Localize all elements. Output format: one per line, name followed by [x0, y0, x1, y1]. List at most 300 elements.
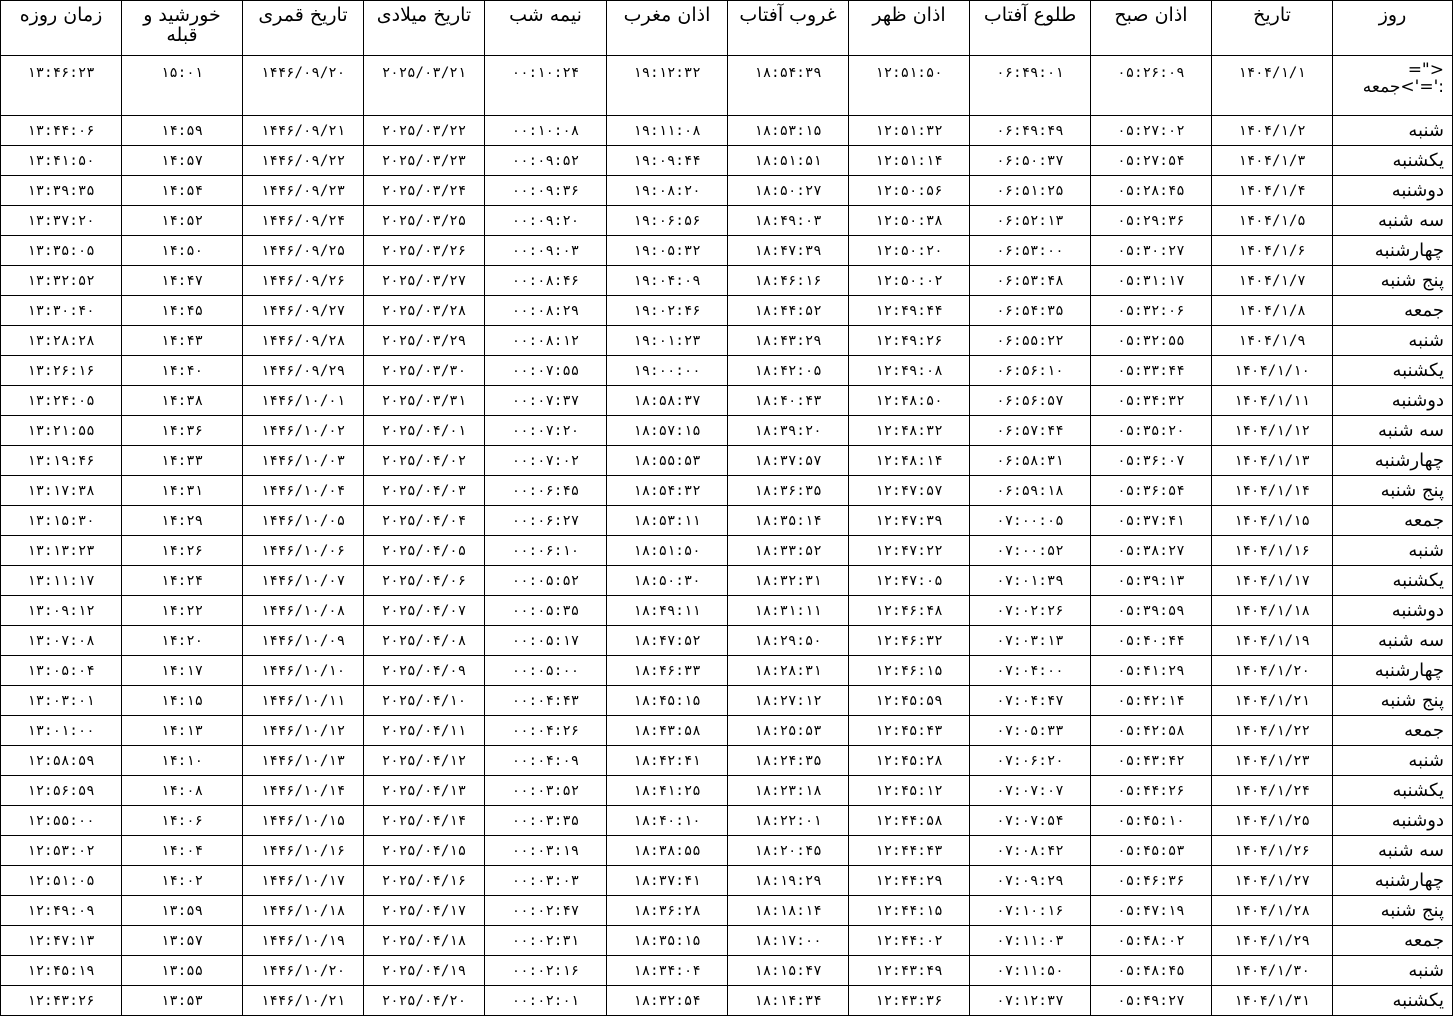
cell-sun-qibla: ۱۳:۵۵	[122, 956, 243, 986]
cell-sunset: ۱۸:۱۷:۰۰	[728, 926, 849, 956]
cell-dhuhr: ۱۲:۴۶:۳۲	[849, 626, 970, 656]
table-row	[1, 896, 1453, 926]
cell-sunset: ۱۸:۴۹:۰۳	[728, 206, 849, 236]
cell-fajr: ۰۵:۳۲:۵۵	[1091, 326, 1212, 356]
table-row	[1, 806, 1453, 836]
table-row	[1, 506, 1453, 536]
cell-lunar-date: ۱۴۴۶/۱۰/۱۶	[243, 836, 364, 866]
cell-maghrib: ۱۸:۵۰:۳۰	[607, 566, 728, 596]
cell-maghrib: ۱۸:۵۳:۱۱	[607, 506, 728, 536]
cell-sun-qibla: ۱۴:۱۵	[122, 686, 243, 716]
cell-day: <"= :'='>جمعه	[1333, 56, 1453, 116]
cell-lunar-date: ۱۴۴۶/۱۰/۱۴	[243, 776, 364, 806]
cell-lunar-date: ۱۴۴۶/۱۰/۰۲	[243, 416, 364, 446]
cell-sun-qibla: ۱۴:۱۰	[122, 746, 243, 776]
cell-midnight: ۰۰:۰۷:۰۲	[485, 446, 607, 476]
cell-sunset: ۱۸:۳۶:۳۵	[728, 476, 849, 506]
cell-fasting-time: ۱۳:۰۵:۰۴	[1, 656, 122, 686]
cell-sunrise: ۰۶:۵۶:۵۷	[970, 386, 1091, 416]
table-row	[1, 116, 1453, 146]
cell-sunset: ۱۸:۱۴:۳۴	[728, 986, 849, 1016]
cell-date: ۱۴۰۴/۱/۲۶	[1212, 836, 1333, 866]
cell-lunar-date: ۱۴۴۶/۱۰/۰۳	[243, 446, 364, 476]
cell-fajr: ۰۵:۴۹:۲۷	[1091, 986, 1212, 1016]
cell-day: پنج شنبه	[1333, 266, 1453, 296]
cell-day: چهارشنبه	[1333, 866, 1453, 896]
cell-sunrise: ۰۷:۰۸:۴۲	[970, 836, 1091, 866]
cell-sunset: ۱۸:۱۹:۲۹	[728, 866, 849, 896]
cell-fasting-time: ۱۳:۳۲:۵۲	[1, 266, 122, 296]
cell-day: شنبه	[1333, 956, 1453, 986]
cell-day: شنبه	[1333, 116, 1453, 146]
cell-date: ۱۴۰۴/۱/۲۹	[1212, 926, 1333, 956]
cell-midnight: ۰۰:۰۹:۰۳	[485, 236, 607, 266]
cell-midnight: ۰۰:۰۹:۳۶	[485, 176, 607, 206]
cell-midnight: ۰۰:۰۷:۲۰	[485, 416, 607, 446]
cell-gregorian-date: ۲۰۲۵/۰۴/۱۷	[364, 896, 485, 926]
cell-date: ۱۴۰۴/۱/۱۱	[1212, 386, 1333, 416]
cell-sun-qibla: ۱۴:۵۰	[122, 236, 243, 266]
cell-fajr: ۰۵:۳۵:۲۰	[1091, 416, 1212, 446]
cell-lunar-date: ۱۴۴۶/۱۰/۰۱	[243, 386, 364, 416]
cell-fasting-time: ۱۳:۳۹:۳۵	[1, 176, 122, 206]
cell-midnight: ۰۰:۰۴:۲۶	[485, 716, 607, 746]
cell-dhuhr: ۱۲:۵۰:۲۰	[849, 236, 970, 266]
cell-sun-qibla: ۱۴:۵۲	[122, 206, 243, 236]
table-row	[1, 596, 1453, 626]
table-row	[1, 446, 1453, 476]
cell-midnight: ۰۰:۰۶:۱۰	[485, 536, 607, 566]
cell-maghrib: ۱۹:۱۲:۳۲	[607, 56, 728, 116]
cell-day: جمعه	[1333, 926, 1453, 956]
cell-dhuhr: ۱۲:۴۵:۴۳	[849, 716, 970, 746]
cell-gregorian-date: ۲۰۲۵/۰۳/۳۱	[364, 386, 485, 416]
cell-maghrib: ۱۸:۳۷:۴۱	[607, 866, 728, 896]
cell-day: چهارشنبه	[1333, 446, 1453, 476]
cell-dhuhr: ۱۲:۴۶:۴۸	[849, 596, 970, 626]
table-row	[1, 206, 1453, 236]
cell-maghrib: ۱۸:۵۵:۵۳	[607, 446, 728, 476]
cell-fasting-time: ۱۳:۰۱:۰۰	[1, 716, 122, 746]
cell-midnight: ۰۰:۰۲:۳۱	[485, 926, 607, 956]
cell-day: دوشنبه	[1333, 176, 1453, 206]
cell-sunrise: ۰۷:۱۲:۳۷	[970, 986, 1091, 1016]
cell-sunset: ۱۸:۲۳:۱۸	[728, 776, 849, 806]
cell-maghrib: ۱۸:۳۴:۰۴	[607, 956, 728, 986]
cell-lunar-date: ۱۴۴۶/۱۰/۱۳	[243, 746, 364, 776]
cell-fasting-time: ۱۳:۱۷:۳۸	[1, 476, 122, 506]
cell-sunset: ۱۸:۴۴:۵۲	[728, 296, 849, 326]
cell-gregorian-date: ۲۰۲۵/۰۳/۲۱	[364, 56, 485, 116]
cell-maghrib: ۱۸:۴۲:۴۱	[607, 746, 728, 776]
cell-maghrib: ۱۸:۵۴:۳۲	[607, 476, 728, 506]
cell-sunset: ۱۸:۵۴:۳۹	[728, 56, 849, 116]
cell-sun-qibla: ۱۴:۵۷	[122, 146, 243, 176]
cell-gregorian-date: ۲۰۲۵/۰۴/۱۰	[364, 686, 485, 716]
cell-fasting-time: ۱۲:۵۸:۵۹	[1, 746, 122, 776]
cell-lunar-date: ۱۴۴۶/۱۰/۲۰	[243, 956, 364, 986]
cell-day: چهارشنبه	[1333, 236, 1453, 266]
cell-day: جمعه	[1333, 506, 1453, 536]
cell-sunrise: ۰۶:۵۹:۱۸	[970, 476, 1091, 506]
cell-gregorian-date: ۲۰۲۵/۰۳/۲۸	[364, 296, 485, 326]
cell-date: ۱۴۰۴/۱/۲۷	[1212, 866, 1333, 896]
cell-gregorian-date: ۲۰۲۵/۰۳/۲۲	[364, 116, 485, 146]
cell-sunrise: ۰۷:۰۴:۴۷	[970, 686, 1091, 716]
cell-fajr: ۰۵:۳۳:۴۴	[1091, 356, 1212, 386]
cell-maghrib: ۱۸:۴۵:۱۵	[607, 686, 728, 716]
cell-sunrise: ۰۷:۰۱:۳۹	[970, 566, 1091, 596]
cell-midnight: ۰۰:۰۷:۳۷	[485, 386, 607, 416]
cell-lunar-date: ۱۴۴۶/۱۰/۱۰	[243, 656, 364, 686]
table-row	[1, 356, 1453, 386]
cell-sunset: ۱۸:۳۵:۱۴	[728, 506, 849, 536]
cell-dhuhr: ۱۲:۴۳:۴۹	[849, 956, 970, 986]
cell-sunset: ۱۸:۲۰:۴۵	[728, 836, 849, 866]
cell-midnight: ۰۰:۱۰:۰۸	[485, 116, 607, 146]
cell-lunar-date: ۱۴۴۶/۰۹/۲۶	[243, 266, 364, 296]
cell-fajr: ۰۵:۴۲:۱۴	[1091, 686, 1212, 716]
table-row	[1, 716, 1453, 746]
cell-gregorian-date: ۲۰۲۵/۰۴/۱۱	[364, 716, 485, 746]
table-row	[1, 176, 1453, 206]
cell-fajr: ۰۵:۴۸:۴۵	[1091, 956, 1212, 986]
header-sunrise: طلوع آفتاب	[970, 1, 1091, 56]
cell-maghrib: ۱۸:۴۳:۵۸	[607, 716, 728, 746]
cell-fasting-time: ۱۳:۳۰:۴۰	[1, 296, 122, 326]
cell-midnight: ۰۰:۰۳:۳۵	[485, 806, 607, 836]
cell-sunrise: ۰۶:۴۹:۴۹	[970, 116, 1091, 146]
cell-gregorian-date: ۲۰۲۵/۰۳/۲۶	[364, 236, 485, 266]
cell-midnight: ۰۰:۰۳:۱۹	[485, 836, 607, 866]
cell-lunar-date: ۱۴۴۶/۱۰/۱۸	[243, 896, 364, 926]
cell-day: یکشنبه	[1333, 356, 1453, 386]
cell-fasting-time: ۱۳:۴۶:۲۳	[1, 56, 122, 116]
cell-midnight: ۰۰:۰۵:۵۲	[485, 566, 607, 596]
cell-fajr: ۰۵:۳۴:۳۲	[1091, 386, 1212, 416]
table-row	[1, 146, 1453, 176]
cell-fasting-time: ۱۳:۲۶:۱۶	[1, 356, 122, 386]
cell-gregorian-date: ۲۰۲۵/۰۳/۲۵	[364, 206, 485, 236]
cell-fajr: ۰۵:۴۲:۵۸	[1091, 716, 1212, 746]
cell-gregorian-date: ۲۰۲۵/۰۴/۰۶	[364, 566, 485, 596]
cell-dhuhr: ۱۲:۴۵:۵۹	[849, 686, 970, 716]
cell-sunset: ۱۸:۱۸:۱۴	[728, 896, 849, 926]
cell-fajr: ۰۵:۴۵:۱۰	[1091, 806, 1212, 836]
cell-sunset: ۱۸:۴۲:۰۵	[728, 356, 849, 386]
cell-maghrib: ۱۸:۴۱:۲۵	[607, 776, 728, 806]
cell-gregorian-date: ۲۰۲۵/۰۴/۱۸	[364, 926, 485, 956]
cell-day: جمعه	[1333, 296, 1453, 326]
cell-date: ۱۴۰۴/۱/۱۹	[1212, 626, 1333, 656]
cell-sunset: ۱۸:۳۹:۲۰	[728, 416, 849, 446]
cell-sun-qibla: ۱۵:۰۱	[122, 56, 243, 116]
header-maghrib: اذان مغرب	[607, 1, 728, 56]
cell-gregorian-date: ۲۰۲۵/۰۳/۳۰	[364, 356, 485, 386]
cell-dhuhr: ۱۲:۴۷:۳۹	[849, 506, 970, 536]
header-row	[1, 1, 1453, 56]
cell-date: ۱۴۰۴/۱/۳۱	[1212, 986, 1333, 1016]
cell-lunar-date: ۱۴۴۶/۱۰/۰۴	[243, 476, 364, 506]
cell-fajr: ۰۵:۲۹:۳۶	[1091, 206, 1212, 236]
header-day: روز	[1333, 1, 1453, 56]
cell-fajr: ۰۵:۴۴:۲۶	[1091, 776, 1212, 806]
cell-gregorian-date: ۲۰۲۵/۰۴/۱۲	[364, 746, 485, 776]
cell-day: دوشنبه	[1333, 806, 1453, 836]
cell-sun-qibla: ۱۳:۵۹	[122, 896, 243, 926]
cell-sun-qibla: ۱۴:۴۵	[122, 296, 243, 326]
cell-day: سه شنبه	[1333, 836, 1453, 866]
cell-gregorian-date: ۲۰۲۵/۰۴/۰۵	[364, 536, 485, 566]
cell-gregorian-date: ۲۰۲۵/۰۴/۰۲	[364, 446, 485, 476]
cell-date: ۱۴۰۴/۱/۲۸	[1212, 896, 1333, 926]
cell-day: سه شنبه	[1333, 206, 1453, 236]
cell-sunrise: ۰۷:۰۹:۲۹	[970, 866, 1091, 896]
cell-dhuhr: ۱۲:۴۸:۳۲	[849, 416, 970, 446]
cell-sunrise: ۰۶:۵۵:۲۲	[970, 326, 1091, 356]
cell-fasting-time: ۱۲:۴۷:۱۳	[1, 926, 122, 956]
cell-sunset: ۱۸:۵۰:۲۷	[728, 176, 849, 206]
cell-gregorian-date: ۲۰۲۵/۰۴/۱۳	[364, 776, 485, 806]
cell-midnight: ۰۰:۰۸:۲۹	[485, 296, 607, 326]
cell-fasting-time: ۱۲:۵۶:۵۹	[1, 776, 122, 806]
cell-fajr: ۰۵:۳۹:۱۳	[1091, 566, 1212, 596]
cell-gregorian-date: ۲۰۲۵/۰۴/۰۱	[364, 416, 485, 446]
cell-fajr: ۰۵:۴۷:۱۹	[1091, 896, 1212, 926]
cell-midnight: ۰۰:۰۲:۴۷	[485, 896, 607, 926]
cell-gregorian-date: ۲۰۲۵/۰۴/۱۶	[364, 866, 485, 896]
cell-fajr: ۰۵:۳۲:۰۶	[1091, 296, 1212, 326]
table-row	[1, 656, 1453, 686]
cell-sunset: ۱۸:۳۱:۱۱	[728, 596, 849, 626]
cell-date: ۱۴۰۴/۱/۱۶	[1212, 536, 1333, 566]
cell-lunar-date: ۱۴۴۶/۰۹/۲۷	[243, 296, 364, 326]
cell-sunset: ۱۸:۵۱:۵۱	[728, 146, 849, 176]
cell-date: ۱۴۰۴/۱/۲۴	[1212, 776, 1333, 806]
cell-dhuhr: ۱۲:۴۸:۵۰	[849, 386, 970, 416]
cell-maghrib: ۱۹:۰۴:۰۹	[607, 266, 728, 296]
cell-midnight: ۰۰:۰۹:۵۲	[485, 146, 607, 176]
cell-lunar-date: ۱۴۴۶/۰۹/۲۳	[243, 176, 364, 206]
cell-date: ۱۴۰۴/۱/۱۸	[1212, 596, 1333, 626]
header-dhuhr: اذان ظهر	[849, 1, 970, 56]
cell-midnight: ۰۰:۰۵:۳۵	[485, 596, 607, 626]
cell-sunrise: ۰۶:۵۰:۳۷	[970, 146, 1091, 176]
table-row	[1, 416, 1453, 446]
cell-lunar-date: ۱۴۴۶/۰۹/۲۸	[243, 326, 364, 356]
cell-sunset: ۱۸:۳۲:۳۱	[728, 566, 849, 596]
cell-dhuhr: ۱۲:۴۴:۱۵	[849, 896, 970, 926]
cell-dhuhr: ۱۲:۵۱:۱۴	[849, 146, 970, 176]
cell-dhuhr: ۱۲:۴۸:۱۴	[849, 446, 970, 476]
table-row	[1, 566, 1453, 596]
cell-lunar-date: ۱۴۴۶/۱۰/۲۱	[243, 986, 364, 1016]
header-sun-qibla: خورشید و قبله	[122, 1, 243, 56]
table-row	[1, 296, 1453, 326]
cell-date: ۱۴۰۴/۱/۳۰	[1212, 956, 1333, 986]
table-row	[1, 746, 1453, 776]
cell-gregorian-date: ۲۰۲۵/۰۴/۱۹	[364, 956, 485, 986]
cell-dhuhr: ۱۲:۵۰:۵۶	[849, 176, 970, 206]
cell-date: ۱۴۰۴/۱/۹	[1212, 326, 1333, 356]
header-gregorian-date: تاریخ میلادی	[364, 1, 485, 56]
cell-dhuhr: ۱۲:۴۷:۵۷	[849, 476, 970, 506]
cell-day: شنبه	[1333, 746, 1453, 776]
cell-lunar-date: ۱۴۴۶/۰۹/۲۱	[243, 116, 364, 146]
cell-fasting-time: ۱۲:۴۵:۱۹	[1, 956, 122, 986]
cell-day: چهارشنبه	[1333, 656, 1453, 686]
cell-date: ۱۴۰۴/۱/۲۲	[1212, 716, 1333, 746]
cell-dhuhr: ۱۲:۴۴:۵۸	[849, 806, 970, 836]
cell-fasting-time: ۱۲:۴۳:۲۶	[1, 986, 122, 1016]
cell-dhuhr: ۱۲:۴۹:۴۴	[849, 296, 970, 326]
cell-lunar-date: ۱۴۴۶/۰۹/۲۰	[243, 56, 364, 116]
cell-sun-qibla: ۱۴:۳۸	[122, 386, 243, 416]
cell-lunar-date: ۱۴۴۶/۱۰/۰۸	[243, 596, 364, 626]
cell-fasting-time: ۱۳:۳۵:۰۵	[1, 236, 122, 266]
cell-lunar-date: ۱۴۴۶/۰۹/۲۵	[243, 236, 364, 266]
cell-midnight: ۰۰:۰۳:۰۳	[485, 866, 607, 896]
cell-maghrib: ۱۸:۴۹:۱۱	[607, 596, 728, 626]
cell-dhuhr: ۱۲:۴۴:۴۳	[849, 836, 970, 866]
cell-sunrise: ۰۶:۵۱:۲۵	[970, 176, 1091, 206]
cell-sun-qibla: ۱۴:۰۴	[122, 836, 243, 866]
cell-date: ۱۴۰۴/۱/۱۴	[1212, 476, 1333, 506]
cell-date: ۱۴۰۴/۱/۵	[1212, 206, 1333, 236]
cell-sun-qibla: ۱۴:۳۱	[122, 476, 243, 506]
cell-sun-qibla: ۱۴:۳۶	[122, 416, 243, 446]
cell-fajr: ۰۵:۳۱:۱۷	[1091, 266, 1212, 296]
cell-maghrib: ۱۹:۰۰:۰۰	[607, 356, 728, 386]
cell-midnight: ۰۰:۰۶:۴۵	[485, 476, 607, 506]
cell-fasting-time: ۱۳:۲۴:۰۵	[1, 386, 122, 416]
cell-sun-qibla: ۱۴:۴۷	[122, 266, 243, 296]
table-row	[1, 56, 1453, 116]
cell-sunset: ۱۸:۴۷:۳۹	[728, 236, 849, 266]
cell-day: پنج شنبه	[1333, 476, 1453, 506]
cell-lunar-date: ۱۴۴۶/۱۰/۱۷	[243, 866, 364, 896]
cell-sunset: ۱۸:۴۰:۴۳	[728, 386, 849, 416]
cell-date: ۱۴۰۴/۱/۲۰	[1212, 656, 1333, 686]
header-fajr: اذان صبح	[1091, 1, 1212, 56]
cell-lunar-date: ۱۴۴۶/۰۹/۲۲	[243, 146, 364, 176]
cell-sun-qibla: ۱۴:۲۲	[122, 596, 243, 626]
cell-day: دوشنبه	[1333, 596, 1453, 626]
cell-sun-qibla: ۱۴:۴۰	[122, 356, 243, 386]
cell-maghrib: ۱۹:۰۵:۳۲	[607, 236, 728, 266]
cell-gregorian-date: ۲۰۲۵/۰۳/۲۴	[364, 176, 485, 206]
cell-sunrise: ۰۷:۰۲:۲۶	[970, 596, 1091, 626]
cell-lunar-date: ۱۴۴۶/۰۹/۲۹	[243, 356, 364, 386]
cell-day: یکشنبه	[1333, 986, 1453, 1016]
cell-dhuhr: ۱۲:۵۱:۳۲	[849, 116, 970, 146]
cell-sunrise: ۰۷:۰۰:۰۵	[970, 506, 1091, 536]
cell-sun-qibla: ۱۴:۰۶	[122, 806, 243, 836]
cell-day: شنبه	[1333, 536, 1453, 566]
cell-sun-qibla: ۱۴:۱۷	[122, 656, 243, 686]
table-row	[1, 476, 1453, 506]
cell-gregorian-date: ۲۰۲۵/۰۴/۰۷	[364, 596, 485, 626]
cell-day: پنج شنبه	[1333, 686, 1453, 716]
cell-maghrib: ۱۸:۴۰:۱۰	[607, 806, 728, 836]
cell-lunar-date: ۱۴۴۶/۱۰/۱۱	[243, 686, 364, 716]
cell-fasting-time: ۱۳:۰۷:۰۸	[1, 626, 122, 656]
cell-midnight: ۰۰:۰۷:۵۵	[485, 356, 607, 386]
cell-gregorian-date: ۲۰۲۵/۰۴/۰۹	[364, 656, 485, 686]
cell-gregorian-date: ۲۰۲۵/۰۳/۲۳	[364, 146, 485, 176]
cell-sunrise: ۰۷:۱۰:۱۶	[970, 896, 1091, 926]
cell-sun-qibla: ۱۳:۵۷	[122, 926, 243, 956]
cell-fasting-time: ۱۳:۴۴:۰۶	[1, 116, 122, 146]
cell-sunset: ۱۸:۱۵:۴۷	[728, 956, 849, 986]
cell-sunrise: ۰۶:۵۶:۱۰	[970, 356, 1091, 386]
cell-sun-qibla: ۱۴:۰۸	[122, 776, 243, 806]
cell-dhuhr: ۱۲:۴۶:۱۵	[849, 656, 970, 686]
cell-sun-qibla: ۱۴:۱۳	[122, 716, 243, 746]
cell-fajr: ۰۵:۲۸:۴۵	[1091, 176, 1212, 206]
cell-date: ۱۴۰۴/۱/۷	[1212, 266, 1333, 296]
cell-date: ۱۴۰۴/۱/۱۷	[1212, 566, 1333, 596]
cell-sun-qibla: ۱۴:۵۹	[122, 116, 243, 146]
cell-date: ۱۴۰۴/۱/۱۰	[1212, 356, 1333, 386]
cell-fajr: ۰۵:۲۷:۵۴	[1091, 146, 1212, 176]
cell-lunar-date: ۱۴۴۶/۱۰/۰۹	[243, 626, 364, 656]
cell-maghrib: ۱۸:۵۷:۱۵	[607, 416, 728, 446]
cell-sun-qibla: ۱۴:۰۲	[122, 866, 243, 896]
cell-day: یکشنبه	[1333, 146, 1453, 176]
cell-fasting-time: ۱۲:۵۵:۰۰	[1, 806, 122, 836]
table-row	[1, 686, 1453, 716]
cell-gregorian-date: ۲۰۲۵/۰۴/۰۸	[364, 626, 485, 656]
cell-midnight: ۰۰:۰۸:۴۶	[485, 266, 607, 296]
cell-gregorian-date: ۲۰۲۵/۰۴/۱۵	[364, 836, 485, 866]
cell-maghrib: ۱۸:۵۸:۳۷	[607, 386, 728, 416]
header-midnight: نیمه شب	[485, 1, 607, 56]
cell-sunrise: ۰۶:۵۷:۴۴	[970, 416, 1091, 446]
table-row	[1, 266, 1453, 296]
cell-lunar-date: ۱۴۴۶/۱۰/۱۵	[243, 806, 364, 836]
cell-sun-qibla: ۱۴:۳۳	[122, 446, 243, 476]
cell-midnight: ۰۰:۰۶:۲۷	[485, 506, 607, 536]
cell-midnight: ۰۰:۰۸:۱۲	[485, 326, 607, 356]
cell-fajr: ۰۵:۴۶:۳۶	[1091, 866, 1212, 896]
cell-fajr: ۰۵:۳۸:۲۷	[1091, 536, 1212, 566]
cell-sunset: ۱۸:۲۸:۳۱	[728, 656, 849, 686]
cell-sun-qibla: ۱۴:۵۴	[122, 176, 243, 206]
table-row	[1, 236, 1453, 266]
cell-sunrise: ۰۷:۰۷:۵۴	[970, 806, 1091, 836]
table-row	[1, 626, 1453, 656]
cell-fasting-time: ۱۳:۱۹:۴۶	[1, 446, 122, 476]
cell-date: ۱۴۰۴/۱/۱	[1212, 56, 1333, 116]
cell-fajr: ۰۵:۲۶:۰۹	[1091, 56, 1212, 116]
cell-day: سه شنبه	[1333, 416, 1453, 446]
cell-fajr: ۰۵:۴۱:۲۹	[1091, 656, 1212, 686]
cell-maghrib: ۱۸:۳۵:۱۵	[607, 926, 728, 956]
header-sunset: غروب آفتاب	[728, 1, 849, 56]
table-row	[1, 986, 1453, 1016]
cell-fajr: ۰۵:۴۸:۰۲	[1091, 926, 1212, 956]
cell-lunar-date: ۱۴۴۶/۰۹/۲۴	[243, 206, 364, 236]
cell-gregorian-date: ۲۰۲۵/۰۴/۱۴	[364, 806, 485, 836]
header-date: تاریخ	[1212, 1, 1333, 56]
cell-sunset: ۱۸:۲۹:۵۰	[728, 626, 849, 656]
cell-lunar-date: ۱۴۴۶/۱۰/۱۲	[243, 716, 364, 746]
cell-maghrib: ۱۹:۰۶:۵۶	[607, 206, 728, 236]
cell-fajr: ۰۵:۳۹:۵۹	[1091, 596, 1212, 626]
cell-fasting-time: ۱۲:۴۹:۰۹	[1, 896, 122, 926]
cell-day: یکشنبه	[1333, 776, 1453, 806]
